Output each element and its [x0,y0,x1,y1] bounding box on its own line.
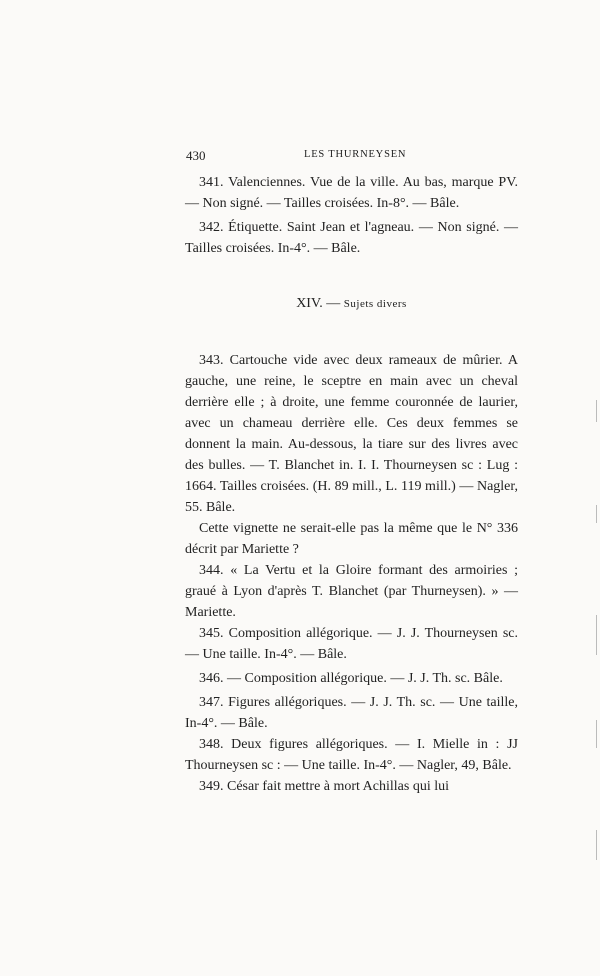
entry-343: 343. Cartouche vide avec deux rameaux de mûrier. A gauche, une reine, le sceptre en main avec un cheval derrière elle ; à droite, une femme couronnée de laurier, avec un chameau derrière elle. Ces deux femmes se donnent la main. Au-dessous, la tiare sur des livres avec des bulles. — T. Blanchet in. I. I. Thourneysen sc : Lug : 1664. Tailles croisées. (H. 89 mill., L. 119 mill.) — Nagler, 55. Bâle. [185,353,518,515]
edge-mark [596,720,597,748]
entry-345: 345. Composition allégorique. — J. J. Thourneysen sc. — Une taille. In-4°. — Bâle. [185,626,518,662]
entry-344: 344. « La Vertu et la Gloire formant des armoiries ; graué à Lyon d'après T. Blanchet (par Thurneysen). » — Mariette. [185,563,518,620]
entry-347: 347. Figures allégoriques. — J. J. Th. sc. — Une taille, In-4°. — Bâle. [185,695,518,731]
entry-349: 349. César fait mettre à mort Achillas qui lui [199,779,449,794]
section-title: Sujets divers [343,298,407,310]
entry-note: Cette vignette ne serait-elle pas la même que le N° 336 décrit par Mariette ? [185,521,518,557]
section-heading [185,293,518,315]
edge-mark [596,830,597,860]
body-text [185,172,518,797]
entry-348: 348. Deux figures allégoriques. — I. Mielle in : JJ Thourneysen sc : — Une taille. In-4°. — Nagler, 49, Bâle. [185,737,518,773]
edge-mark [596,615,597,655]
page-header [186,148,518,166]
edge-mark [596,505,597,523]
running-title: LES THURNEYSEN [304,149,407,160]
edge-mark [596,400,597,422]
section-number: XIV. — [296,296,341,311]
entry-341: 341. Valenciennes. Vue de la ville. Au bas, marque PV. — Non signé. — Tailles croisées. In-8°. — Bâle. [185,175,518,211]
page-number: 430 [186,148,206,163]
entry-346: 346. — Composition allégorique. — J. J. Th. sc. Bâle. [199,671,503,686]
entry-342: 342. Étiquette. Saint Jean et l'agneau. — Non signé. — Tailles croisées. In-4°. — Bâle. [185,220,518,256]
